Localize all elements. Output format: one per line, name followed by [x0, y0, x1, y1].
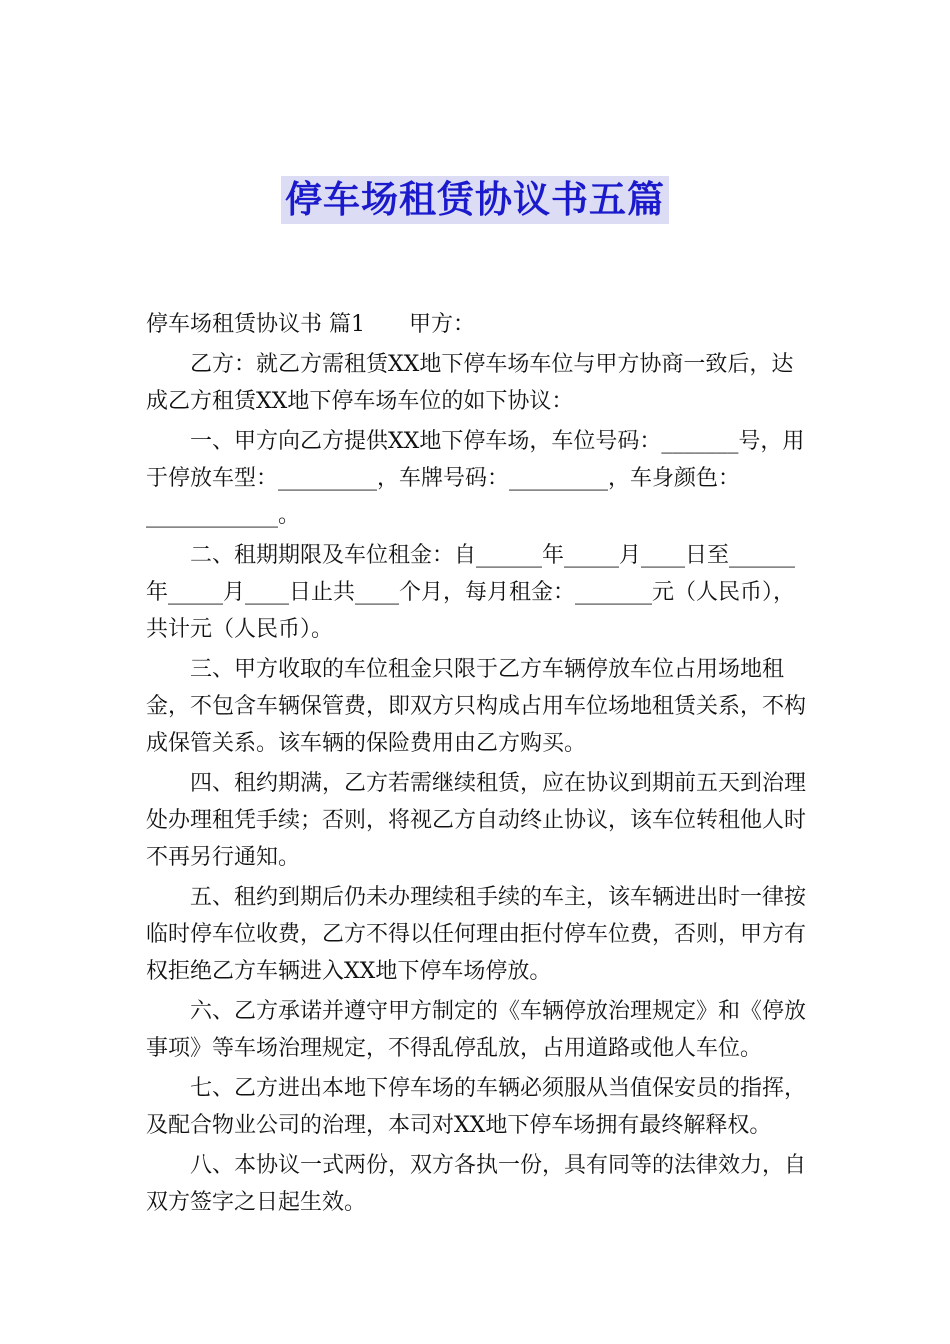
- paragraph-clause-6: 六、乙方承诺并遵守甲方制定的《车辆停放治理规定》和《停放事项》等车场治理规定，不得乱停乱放，占用道路或他人车位。: [146, 999, 807, 1061]
- paragraph-clause-5: 五、租约到期后仍未办理续租手续的车主，该车辆进出时一律按临时停车位收费，乙方不得以任何理由拒付停车位费，否则，甲方有权拒绝乙方车辆进入XX地下停车场停放。: [146, 885, 807, 984]
- paragraph-clause-8: 八、本协议一式两份，双方各执一份，具有同等的法律效力，自双方签字之日起生效。: [146, 1153, 807, 1215]
- paragraph-party-b: 乙方：就乙方需租赁XX地下停车场车位与甲方协商一致后，达成乙方租赁XX地下停车场车位的如下协议：: [146, 352, 794, 414]
- section-heading: 停车场租赁协议书 篇1: [146, 312, 365, 337]
- paragraph-clause-7: 七、乙方进出本地下停车场的车辆必须服从当值保安员的指挥，及配合物业公司的治理，本司对XX地下停车场拥有最终解释权。: [146, 1076, 807, 1138]
- document-body: [146, 306, 812, 1224]
- paragraph-clause-2: 二、租期期限及车位租金：自______年_____月____日至______年_____月____日止共____个月，每月租金：_______元（人民币），共计元（人民币）。: [146, 543, 796, 642]
- document-title: 停车场租赁协议书五篇: [281, 176, 669, 224]
- section-heading-line: [146, 306, 812, 343]
- party-a-label: 甲方：: [409, 312, 476, 337]
- paragraph-clause-4: 四、租约期满，乙方若需继续租赁，应在协议到期前五天到治理处办理租凭手续；否则，将视乙方自动终止协议，该车位转租他人时不再另行通知。: [146, 771, 807, 870]
- paragraph-clause-3: 三、甲方收取的车位租金只限于乙方车辆停放车位占用场地租金，不包含车辆保管费，即双方只构成占用车位场地租赁关系，不构成保管关系。该车辆的保险费用由乙方购买。: [146, 657, 807, 756]
- document-title-block: [0, 176, 950, 224]
- paragraph-clause-1: 一、甲方向乙方提供XX地下停车场，车位号码：_______号，用于停放车型：_________，车牌号码：_________，车身颜色：____________。: [146, 429, 805, 528]
